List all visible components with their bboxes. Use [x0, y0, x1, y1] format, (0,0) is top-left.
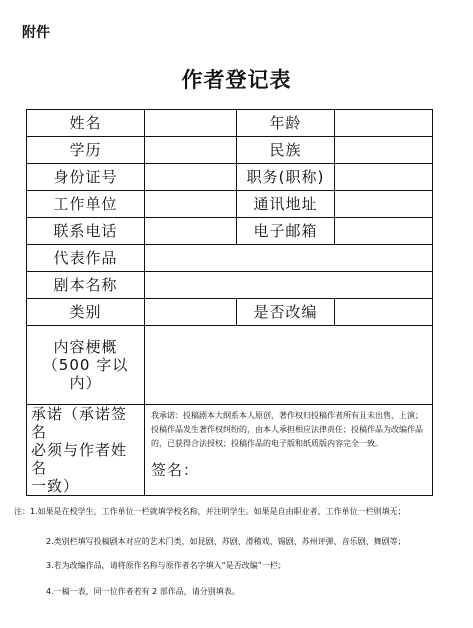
promise-label-line2: 必须与作者姓名 [31, 441, 128, 477]
script-name-label: 剧本名称 [27, 272, 145, 299]
row-phone-email [27, 218, 433, 245]
promise-label-line1: 承诺（承诺签名 [31, 405, 128, 441]
signature-label[interactable]: 签名： [151, 461, 200, 479]
id-number-label: 身份证号 [27, 164, 145, 191]
promise-cell [145, 405, 433, 496]
age-field[interactable] [335, 110, 433, 137]
page-title: 作者登记表 [181, 67, 292, 92]
row-name-age [27, 110, 433, 137]
note-3: 3.若为改编作品，请将原作名称与原作者名字填入“是否改编”一栏； [46, 561, 286, 570]
row-category-adapted [27, 299, 433, 326]
position-field[interactable] [335, 164, 433, 191]
ethnicity-label: 民族 [237, 137, 335, 164]
row-education-ethnicity [27, 137, 433, 164]
promise-label [27, 405, 145, 496]
ethnicity-field[interactable] [335, 137, 433, 164]
row-script-name [27, 272, 433, 299]
name-field[interactable] [145, 110, 237, 137]
synopsis-label-line2: （500 字以 [42, 356, 129, 374]
adapted-label: 是否改编 [237, 299, 335, 326]
author-registration-table [26, 109, 433, 496]
promise-label-line3: 一致） [31, 477, 80, 495]
attachment-label: 附件 [22, 25, 50, 41]
note-2: 2.类别栏填写投稿剧本对应的艺术门类，如昆剧、苏剧、滑稽戏、锡剧、苏州评弹、音乐剧、舞剧等； [46, 537, 406, 546]
category-field[interactable] [145, 299, 237, 326]
row-synopsis [27, 326, 433, 405]
representative-works-field[interactable] [145, 245, 433, 272]
category-label: 类别 [27, 299, 145, 326]
row-works [27, 245, 433, 272]
synopsis-label-line1: 内容梗概 [53, 338, 118, 356]
note-4: 4.一稿一表，同一位作者若有 2 部作品，请分别填表。 [46, 587, 240, 596]
phone-label: 联系电话 [27, 218, 145, 245]
synopsis-field[interactable] [145, 326, 433, 405]
row-promise [27, 405, 433, 496]
address-label: 通讯地址 [237, 191, 335, 218]
synopsis-label [27, 326, 145, 405]
name-label: 姓名 [27, 110, 145, 137]
phone-field[interactable] [145, 218, 237, 245]
promise-statement: 我承诺：投稿剧本大纲系本人原创，著作权归投稿作者所有且未出售、上演；投稿作品发生著作权纠纷的，由本人承担相应法律责任；投稿作品为改编作品的，已获得合法授权；投稿作品的电子版和纸质版内容完全一致。 [151, 411, 423, 448]
representative-works-label: 代表作品 [27, 245, 145, 272]
script-name-field[interactable] [145, 272, 433, 299]
synopsis-label-line3: 内） [69, 374, 102, 392]
education-field[interactable] [145, 137, 237, 164]
address-field[interactable] [335, 191, 433, 218]
employer-label: 工作单位 [27, 191, 145, 218]
id-number-field[interactable] [145, 164, 237, 191]
note-1: 注：1.如果是在校学生，工作单位一栏就填学校名称，并注明学生。如果是自由职业者，工作单位一栏则填无； [14, 507, 406, 516]
adapted-field[interactable] [335, 299, 433, 326]
row-employer-address [27, 191, 433, 218]
email-label: 电子邮箱 [237, 218, 335, 245]
education-label: 学历 [27, 137, 145, 164]
position-label: 职务(职称) [237, 164, 335, 191]
row-id-position [27, 164, 433, 191]
email-field[interactable] [335, 218, 433, 245]
employer-field[interactable] [145, 191, 237, 218]
age-label: 年龄 [237, 110, 335, 137]
